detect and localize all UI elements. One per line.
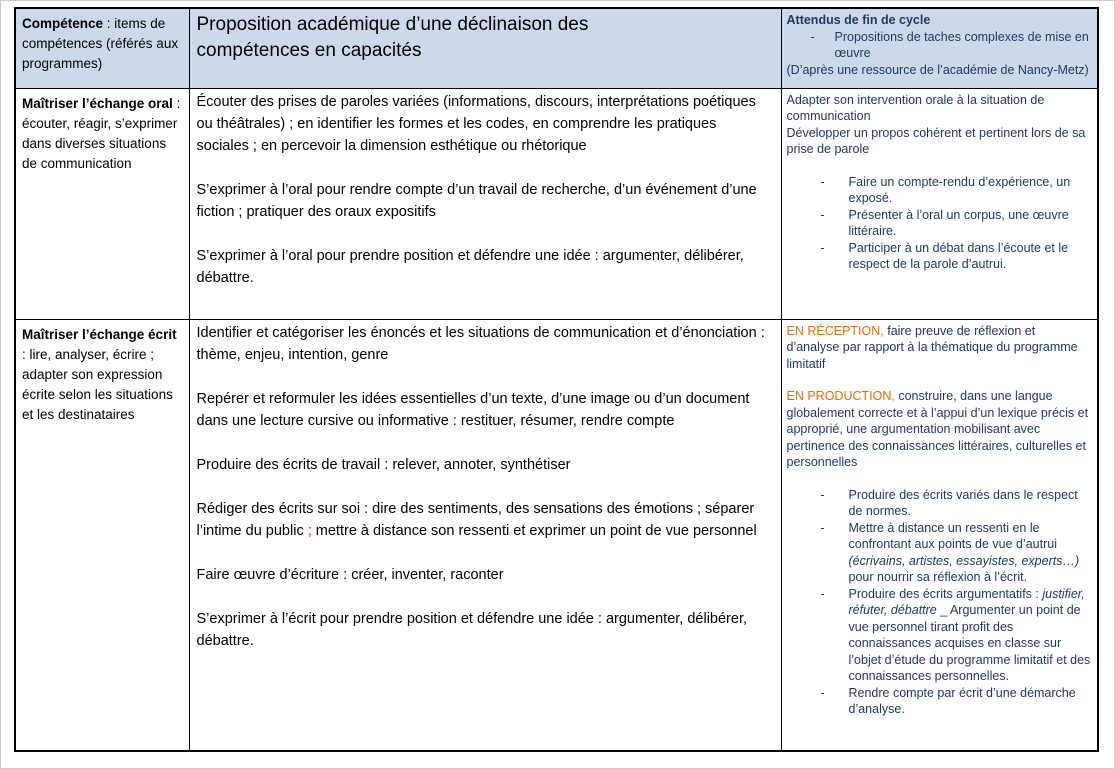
oral-capacites-cell bbox=[189, 88, 781, 319]
dash-marker: - bbox=[810, 29, 815, 44]
oral-attendus-bullet bbox=[787, 207, 1092, 240]
dash-marker: - bbox=[820, 174, 825, 189]
header-cell-attendus bbox=[781, 8, 1098, 88]
ecrit-capacite-paragraph: Faire œuvre d’écriture : créer, inventer, raconter bbox=[196, 566, 504, 583]
header-cell-competence bbox=[15, 8, 189, 88]
oral-competence-cell bbox=[15, 88, 189, 319]
oral-attendus-bullet-list bbox=[787, 174, 1092, 273]
oral-capacite-paragraph: Écouter des prises de paroles variées (informations, discours, interprétations poétiques ou théâtrales) ; en identifier les formes et les codes, en comprendre les pratiques sociales ; en percevoir la dimension esthétique ou rhétorique bbox=[196, 93, 756, 154]
header-competence-label: Compétence bbox=[22, 16, 104, 31]
ecrit-reception-paragraph bbox=[787, 323, 1092, 373]
ecrit-attendus-bullet-text: Produire des écrits variés dans le respect de normes. bbox=[848, 487, 1078, 518]
ecrit-capacite-paragraph: S’exprimer à l’écrit pour prendre position et défendre une idée : argumenter, délibérer, débattre. bbox=[196, 610, 748, 649]
ecrit-capacite-paragraph bbox=[197, 498, 773, 542]
oral-competence-detail: : écouter, réagir, s’exprimer dans diverses situations de communication bbox=[22, 95, 181, 171]
dash-marker: - bbox=[820, 207, 825, 222]
ecrit-attendus-bullet bbox=[787, 520, 1092, 586]
ecrit-capacite-paragraph: Repérer et reformuler les idées essentielles d’un texte, d’une image ou d’un document dans une lecture cursive ou informative : restituer, résumer, rendre compte bbox=[196, 390, 750, 429]
production-label: EN PRODUCTION, bbox=[786, 389, 895, 403]
oral-attendus-cell bbox=[781, 88, 1098, 319]
ecrit-competence-cell bbox=[15, 319, 189, 751]
row-echange-oral bbox=[15, 88, 1098, 319]
ecrit-attendus-bullet-list bbox=[787, 487, 1092, 718]
oral-attendus-bullet-text: Présenter à l’oral un corpus, une œuvre littéraire. bbox=[848, 207, 1069, 238]
header-competence-detail: : items de compétences (référés aux programmes) bbox=[22, 16, 179, 71]
production-text: construire, dans une langue globalement correcte et à l’appui d’un lexique précis et approprié, une argumentation mobilisant avec pertinence des connaissances littéraires, culturelles et personnelles bbox=[786, 389, 1089, 469]
header-attendus-bullet bbox=[787, 29, 1092, 62]
dash-marker: - bbox=[820, 520, 825, 535]
ecrit-production-paragraph bbox=[787, 388, 1092, 471]
oral-attendus-bullet bbox=[787, 240, 1092, 273]
dash-marker: - bbox=[820, 685, 825, 700]
ecrit-competence-detail: : lire, analyser, écrire ; adapter son expression écrite selon les situations et les destinataires bbox=[22, 346, 173, 422]
red-semicolon: ; bbox=[307, 522, 312, 539]
ecrit-capacites-cell bbox=[189, 319, 781, 751]
ecrit-attendus-bullet bbox=[787, 487, 1092, 520]
oral-attendus-intro-line: Développer un propos cohérent et pertinent lors de sa prise de parole bbox=[786, 125, 1086, 156]
oral-competence-label: Maîtriser l’échange oral bbox=[22, 95, 173, 111]
oral-capacite-paragraph: S’exprimer à l’oral pour rendre compte d’un travail de recherche, d’un événement d’une fiction ; pratiquer des oraux expositifs bbox=[196, 181, 757, 220]
oral-attendus-bullet-text: Faire un compte-rendu d’expérience, un exposé. bbox=[848, 174, 1071, 205]
ecrit-attendus-cell bbox=[781, 319, 1098, 751]
header-cell-proposition bbox=[189, 8, 781, 88]
oral-attendus-intro-line: Adapter son intervention orale à la situation de communication bbox=[786, 92, 1045, 123]
row-echange-ecrit bbox=[15, 319, 1098, 751]
ecrit-attendus-bullet-text: Produire des écrits argumentatifs : justifier, réfuter, débattre _ Argumenter un point de vue personnel tirant profit des connaissances acquises en classe sur l’objet d’étude du programme limitatif et des connaissances personnelles. bbox=[848, 586, 1091, 683]
dash-marker: - bbox=[820, 240, 825, 255]
dash-marker: - bbox=[820, 487, 825, 502]
ecrit-attendus-bullet bbox=[787, 685, 1092, 718]
header-attendus-title: Attendus de fin de cycle bbox=[786, 13, 931, 27]
ecrit-competence-label: Maîtriser l’échange écrit bbox=[22, 326, 177, 342]
ecrit-capacite-text: mettre à distance son ressenti et exprimer un point de vue personnel bbox=[311, 522, 757, 539]
ecrit-capacite-paragraph: Produire des écrits de travail : relever, annoter, synthétiser bbox=[196, 456, 571, 473]
header-attendus-source: (D’après une ressource de l’académie de Nancy-Metz) bbox=[786, 62, 1089, 77]
oral-attendus-bullet bbox=[787, 174, 1092, 207]
ecrit-capacite-paragraph: Identifier et catégoriser les énoncés et les situations de communication et d’énonciation : thème, enjeu, intention, genre bbox=[196, 324, 765, 363]
header-proposition-title: Proposition académique d’une déclinaison des compétences en capacités bbox=[196, 14, 589, 61]
reception-label: EN RÉCEPTION, bbox=[786, 323, 884, 338]
ecrit-capacite-text: Rédiger des écrits sur soi : dire des sentiments, des sensations des émotions ; séparer l’intime du public bbox=[196, 500, 755, 539]
ecrit-attendus-bullet-text: Mettre à distance un ressenti en le confrontant aux points de vue d’autrui (écrivains, artistes, essayistes, experts…) pour nourrir sa réflexion à l’écrit. bbox=[848, 520, 1080, 584]
reception-text: faire preuve de réflexion et d’analyse par rapport à la thématique du programme limitatif bbox=[786, 323, 1078, 371]
ecrit-attendus-bullet bbox=[787, 586, 1092, 685]
header-row bbox=[15, 8, 1098, 88]
competences-table bbox=[14, 7, 1099, 752]
header-attendus-bullet-text: Propositions de taches complexes de mise en œuvre bbox=[834, 29, 1089, 60]
oral-capacite-paragraph: S’exprimer à l’oral pour prendre position et défendre une idée : argumenter, délibérer, débattre. bbox=[196, 247, 744, 286]
ecrit-attendus-bullet-text: Rendre compte par écrit d’une démarche d’analyse. bbox=[848, 685, 1076, 716]
dash-marker: - bbox=[820, 586, 825, 601]
oral-attendus-bullet-text: Participer à un débat dans l’écoute et le respect de la parole d’autrui. bbox=[848, 240, 1069, 271]
